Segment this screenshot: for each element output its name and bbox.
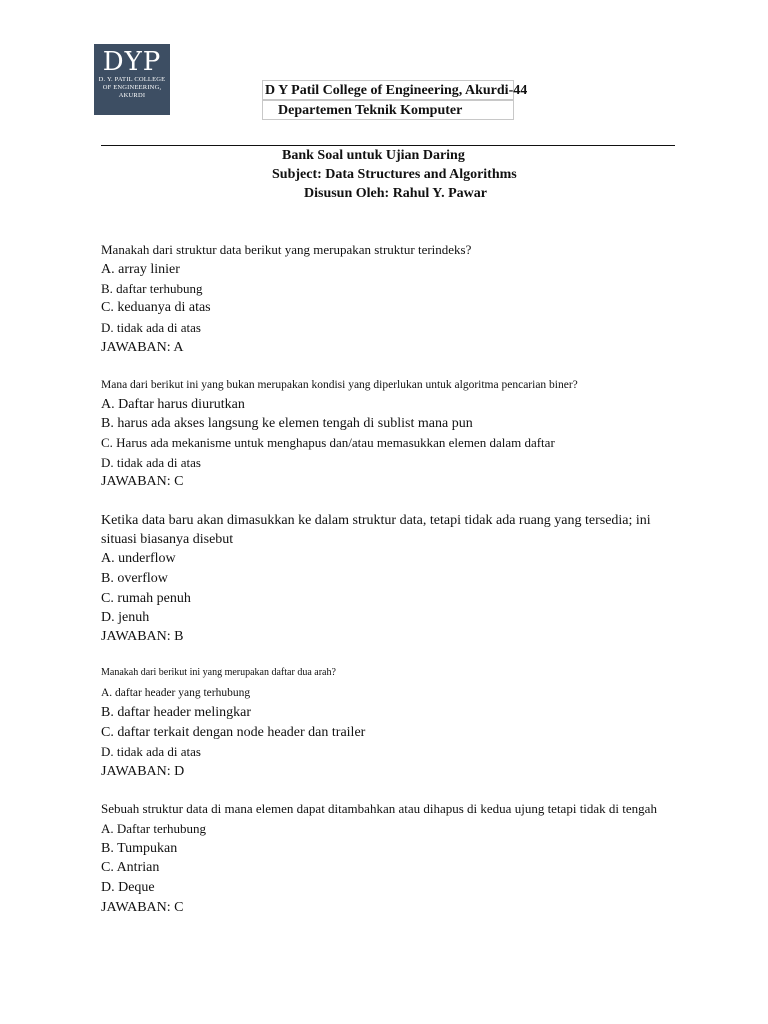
- option-b: B. Tumpukan: [101, 841, 178, 856]
- department-name: Departemen Teknik Komputer: [262, 100, 514, 120]
- question-text: situasi biasanya disebut: [101, 532, 234, 547]
- option-b: B. daftar terhubung: [101, 281, 203, 296]
- answer-line: JAWABAN: C: [101, 474, 184, 489]
- answer-line: JAWABAN: D: [101, 764, 185, 779]
- option-d: D. tidak ada di atas: [101, 744, 201, 759]
- answer-line: JAWABAN: B: [101, 629, 184, 644]
- answer-line: JAWABAN: C: [101, 900, 184, 915]
- header-divider: [101, 145, 675, 146]
- option-a: A. array linier: [101, 262, 180, 277]
- question-text: Manakah dari struktur data berikut yang merupakan struktur terindeks?: [101, 242, 472, 257]
- option-c: C. Antrian: [101, 860, 160, 875]
- logo-text-line: AKURDI: [118, 92, 146, 99]
- logo-text-line: OF ENGINEERING,: [102, 84, 162, 91]
- question-text: Mana dari berikut ini yang bukan merupakan kondisi yang diperlukan untuk algoritma pencarian biner?: [101, 379, 578, 391]
- option-a: A. daftar header yang terhubung: [101, 687, 251, 699]
- option-b: B. harus ada akses langsung ke elemen tengah di sublist mana pun: [101, 416, 473, 431]
- college-logo: [94, 44, 170, 115]
- college-name: D Y Patil College of Engineering, Akurdi-44: [262, 80, 514, 100]
- option-c: C. rumah penuh: [101, 591, 191, 606]
- option-d: D. tidak ada di atas: [101, 320, 201, 335]
- logo-mark: DYP: [102, 47, 162, 77]
- option-b: B. daftar header melingkar: [101, 705, 252, 720]
- option-a: A. Daftar harus diurutkan: [101, 397, 245, 412]
- option-c: C. keduanya di atas: [101, 300, 211, 315]
- logo-text-line: D. Y. PATIL COLLEGE: [98, 76, 166, 83]
- question-text: Manakah dari berikut ini yang merupakan daftar dua arah?: [101, 667, 336, 678]
- answer-line: JAWABAN: A: [101, 340, 184, 355]
- question-text: Ketika data baru akan dimasukkan ke dalam struktur data, tetapi tidak ada ruang yang tersedia; ini: [101, 513, 651, 528]
- option-c: C. Harus ada mekanisme untuk menghapus dan/atau memasukkan elemen dalam daftar: [101, 435, 555, 450]
- option-c: C. daftar terkait dengan node header dan trailer: [101, 725, 366, 740]
- author-line: Disusun Oleh: Rahul Y. Pawar: [304, 186, 487, 201]
- option-a: A. Daftar terhubung: [101, 821, 207, 836]
- option-a: A. underflow: [101, 551, 176, 566]
- question-text: Sebuah struktur data di mana elemen dapat ditambahkan atau dihapus di kedua ujung tetapi tidak di tengah: [101, 801, 657, 816]
- subject-line: Subject: Data Structures and Algorithms: [272, 167, 517, 182]
- option-b: B. overflow: [101, 571, 168, 586]
- option-d: D. Deque: [101, 880, 155, 895]
- document-title: Bank Soal untuk Ujian Daring: [282, 148, 465, 163]
- option-d: D. jenuh: [101, 610, 150, 625]
- option-d: D. tidak ada di atas: [101, 455, 201, 470]
